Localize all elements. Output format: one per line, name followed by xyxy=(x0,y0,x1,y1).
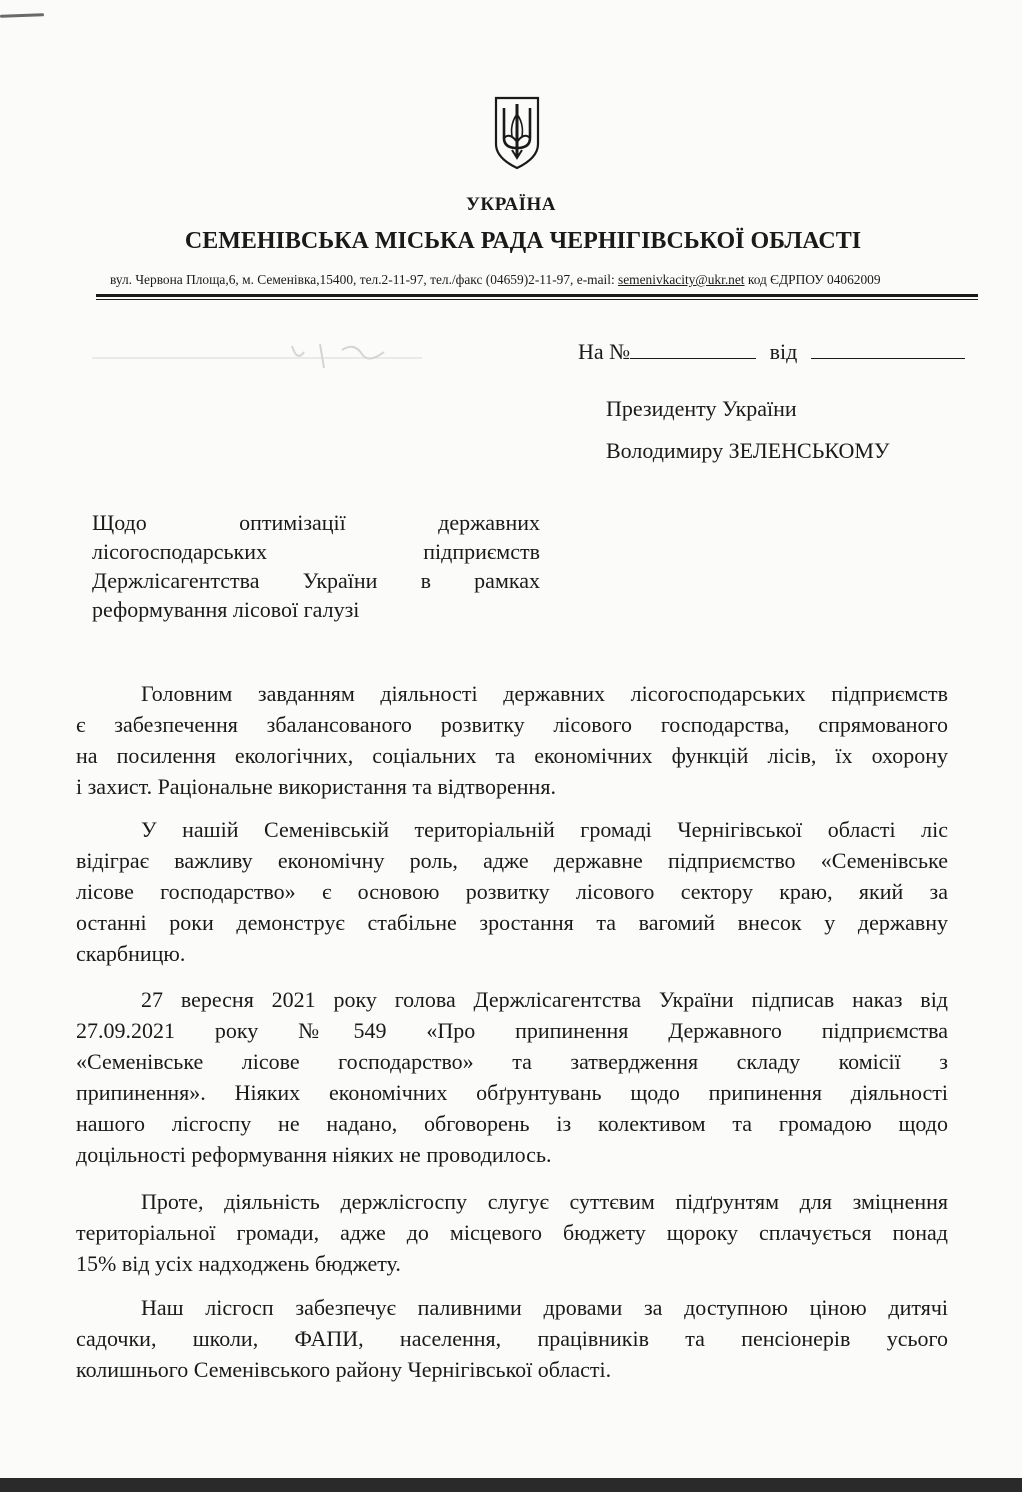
country-title: УКРАЇНА xyxy=(465,194,556,215)
body-paragraph-2 xyxy=(76,814,948,969)
scan-bottom-edge xyxy=(0,1478,1022,1492)
paragraph-line: доцільності реформування ніяких не проводилось. xyxy=(76,1142,552,1167)
addressee-name: Володимиру ЗЕЛЕНСЬКОМУ xyxy=(606,438,890,463)
scan-artifact xyxy=(0,13,44,18)
paragraph-line: Головним завданням діяльності державних лісогосподарських підприємств xyxy=(141,681,948,706)
paragraph-line: Наш лісгосп забезпечує паливними дровами за доступною ціною дитячі xyxy=(141,1295,948,1320)
reference-date-blank xyxy=(811,338,965,359)
contact-line xyxy=(110,272,990,288)
council-title: СЕМЕНІВСЬКА МІСЬКА РАДА ЧЕРНІГІВСЬКОЇ ОБЛАСТІ xyxy=(184,228,862,254)
addressee-title: Президенту України xyxy=(606,396,797,421)
trident-emblem-icon xyxy=(492,96,542,170)
paragraph-line: на посилення екологічних, соціальних та економічних функцій лісів, їх охорону xyxy=(76,743,948,768)
contact-code: код ЄДРПОУ 04062009 xyxy=(744,272,881,287)
paragraph-line: скарбницю. xyxy=(76,941,186,966)
contact-email: semenivkacity@ukr.net xyxy=(618,272,745,287)
paragraph-line: Проте, діяльність держлісгоспу слугує суттєвим підґрунтям для зміцнення xyxy=(141,1189,948,1214)
reference-number-label: На № xyxy=(578,339,631,364)
paragraph-line: і захист. Раціональне використання та відтворення. xyxy=(76,774,556,799)
faint-registration-stamp xyxy=(92,340,422,380)
body-paragraph-3 xyxy=(76,984,948,1170)
reference-number-blank xyxy=(630,338,756,359)
subject-block xyxy=(92,508,540,624)
body-paragraph-1 xyxy=(76,678,948,802)
body-paragraph-4 xyxy=(76,1186,948,1279)
paragraph-line: садочки, школи, ФАПИ, населення, працівників та пенсіонерів усього xyxy=(76,1326,948,1351)
contact-address: вул. Червона Площа,6, м. Семенівка,15400, тел.2-11-97, тел./факс (04659)2-11-97, e-mail: xyxy=(110,272,619,287)
paragraph-line: останні роки демонструє стабільне зростання та вагомий внесок у державну xyxy=(76,910,948,935)
subject-line: Щодо оптимізації державних xyxy=(92,510,540,535)
body-paragraph-5 xyxy=(76,1292,948,1385)
subject-line: реформування лісової галузі xyxy=(92,597,360,622)
header-rule-thin xyxy=(96,299,978,300)
paragraph-line: 15% від усіх надходжень бюджету. xyxy=(76,1251,401,1276)
header-rule-thick xyxy=(96,294,978,297)
paragraph-line: відіграє важливу економічну роль, адже державне підприємство «Семенівське xyxy=(76,848,948,873)
paragraph-line: У нашій Семенівській територіальній громаді Чернігівської області ліс xyxy=(141,817,948,842)
paragraph-line: лісове господарство» є основою розвитку лісового сектору краю, який за xyxy=(76,879,948,904)
paragraph-line: «Семенівське лісове господарство» та затвердження складу комісії з xyxy=(76,1049,948,1074)
subject-line: Держлісагентства України в рамках xyxy=(92,568,540,593)
paragraph-line: є забезпечення збалансованого розвитку лісового господарства, спрямованого xyxy=(76,712,948,737)
paragraph-line: 27.09.2021 року №549 «Про припинення Державного підприємства xyxy=(76,1018,948,1043)
paragraph-line: 27 вересня 2021 року голова Держлісагентства України підписав наказ від xyxy=(141,987,948,1012)
subject-line: лісогосподарських підприємств xyxy=(92,539,540,564)
paragraph-line: нашого лісгоспу не надано, обговорень із колективом та громадою щодо xyxy=(76,1111,948,1136)
paragraph-line: територіальної громади, адже до місцевого бюджету щороку сплачується понад xyxy=(76,1220,948,1245)
paragraph-line: колишнього Семенівського району Чернігівської області. xyxy=(76,1357,612,1382)
reference-date-label: від xyxy=(769,339,798,364)
paragraph-line: припинення». Ніяких економічних обґрунтувань щодо припинення діяльності xyxy=(76,1080,948,1105)
reference-line xyxy=(578,338,965,365)
